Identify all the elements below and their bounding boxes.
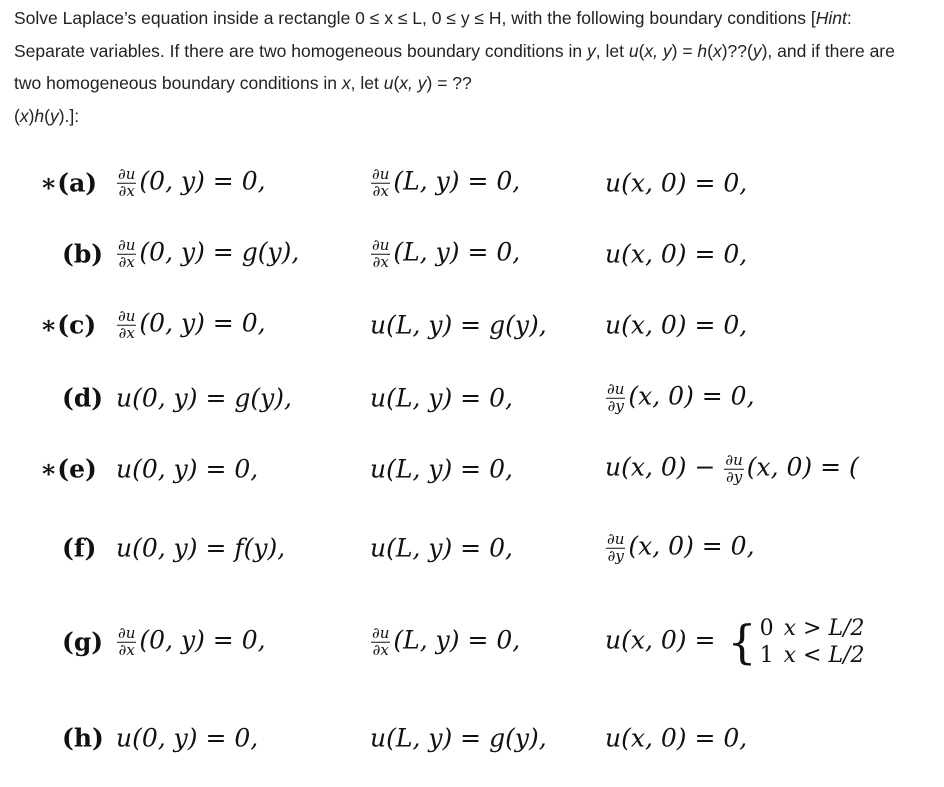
- condition-xL: [370, 164, 521, 200]
- condition-y0-prefix: u(x, 0) −: [605, 452, 724, 482]
- partial-derivative-fraction: [606, 379, 625, 415]
- fraction-numerator: ∂u: [372, 623, 390, 642]
- condition-x0: [116, 623, 266, 659]
- condition-x0-text: u(0, y) = 0,: [116, 723, 259, 753]
- condition-xL-text: u(L, y) = g(y),: [370, 723, 547, 753]
- condition-xL: [370, 623, 521, 659]
- intro-text-3: , let: [595, 40, 629, 61]
- problem-label: [40, 454, 97, 484]
- problem-label-text: (d): [62, 383, 104, 413]
- partial-derivative-fraction: [371, 623, 390, 659]
- var-u: u: [383, 73, 394, 93]
- fraction-denominator: ∂y: [607, 396, 624, 415]
- fraction-numerator: ∂u: [372, 164, 390, 183]
- condition-x0-rest: (0, y) = 0,: [139, 308, 266, 338]
- partial-derivative-fraction: [371, 235, 390, 271]
- condition-y0-text: u(x, 0) = 0,: [605, 239, 748, 269]
- condition-xL-text: u(L, y) = 0,: [370, 533, 513, 563]
- var-xy: x, y: [399, 73, 427, 93]
- var-x: x: [712, 40, 722, 61]
- fraction-numerator: ∂u: [607, 379, 625, 398]
- condition-y0: [605, 239, 748, 269]
- intro-text-1: Solve Laplace’s equation inside a rectangle 0 ≤ x ≤ L, 0 ≤ y ≤ H, with the following boundary conditions [: [14, 8, 816, 28]
- fraction-numerator: ∂u: [118, 306, 136, 325]
- condition-xL: [370, 533, 513, 563]
- var-x: x: [19, 105, 29, 126]
- intro-text-15: ).]:: [58, 105, 80, 126]
- condition-y0: [605, 450, 859, 486]
- piecewise-case: [760, 642, 865, 669]
- condition-y0: [605, 168, 748, 198]
- condition-x0: [116, 454, 259, 484]
- condition-y0-text: u(x, 0) = 0,: [605, 310, 748, 340]
- condition-y0: [605, 310, 748, 340]
- fraction-denominator: ∂y: [725, 467, 743, 486]
- var-x: x: [341, 73, 351, 93]
- intro-text-11: ) = ??: [426, 73, 472, 93]
- fraction-denominator: ∂x: [118, 640, 135, 659]
- condition-y0: [605, 723, 748, 753]
- condition-y0: [605, 615, 865, 669]
- intro-text-2: : Separate variables. If there are two homogeneous boundary conditions in: [14, 8, 852, 61]
- partial-derivative-fraction: [117, 306, 136, 342]
- partial-derivative-fraction: [371, 164, 390, 200]
- condition-y0-text: u(x, 0) = 0,: [605, 723, 748, 753]
- fraction-denominator: ∂x: [118, 323, 135, 342]
- condition-y0-text: u(x, 0) = 0,: [605, 168, 748, 198]
- intro-text-12: (: [14, 105, 20, 126]
- condition-y0-rest: (x, 0) = 0,: [628, 381, 755, 411]
- var-y: y: [752, 40, 762, 61]
- fraction-denominator: ∂y: [607, 546, 624, 565]
- problem-label-text: ∗(a): [40, 168, 98, 198]
- partial-derivative-fraction: [606, 529, 625, 565]
- fraction-denominator: ∂x: [118, 252, 135, 271]
- piecewise-definition: [727, 615, 864, 669]
- partial-derivative-fraction: [724, 450, 743, 486]
- problem-label-text: (f): [62, 533, 97, 563]
- condition-x0: [116, 306, 266, 342]
- condition-y0: [605, 379, 755, 415]
- fraction-denominator: ∂x: [372, 181, 389, 200]
- condition-xL: [370, 723, 547, 753]
- fraction-numerator: ∂u: [725, 450, 743, 469]
- problem-label: [40, 310, 97, 340]
- condition-x0: [116, 533, 286, 563]
- condition-x0-rest: (0, y) = 0,: [139, 166, 266, 196]
- problem-label: [62, 239, 104, 269]
- hint-label: Hint: [815, 8, 847, 28]
- condition-xL-text: u(L, y) = g(y),: [370, 310, 547, 340]
- condition-y0-rest: (x, 0) = 0,: [628, 531, 755, 561]
- var-u: u: [628, 40, 639, 61]
- condition-x0-rest: (0, y) = g(y),: [139, 237, 300, 267]
- problem-label-text: (h): [62, 723, 104, 753]
- partial-derivative-fraction: [117, 623, 136, 659]
- condition-x0-text: u(0, y) = 0,: [116, 454, 259, 484]
- var-h: h: [34, 105, 45, 126]
- problem-label: [62, 533, 97, 563]
- condition-y0-prefix: u(x, 0) =: [605, 625, 724, 655]
- condition-xL-rest: (L, y) = 0,: [393, 237, 521, 267]
- fraction-numerator: ∂u: [607, 529, 625, 548]
- case-condition: x > L/2: [783, 616, 865, 641]
- intro-text-4: (: [638, 40, 645, 61]
- problem-label-text: (g): [62, 627, 104, 657]
- intro-text-9: , let: [350, 73, 384, 93]
- fraction-denominator: ∂x: [118, 181, 135, 200]
- problem-label: [62, 383, 104, 413]
- intro-text-14: (: [44, 105, 50, 126]
- fraction-numerator: ∂u: [118, 164, 136, 183]
- problem-label: [40, 168, 98, 198]
- condition-xL-rest: (L, y) = 0,: [393, 625, 521, 655]
- intro-text-7: )??(: [721, 40, 753, 61]
- condition-xL: [370, 454, 513, 484]
- piecewise-cases: [760, 615, 865, 669]
- intro-text-10: (: [393, 73, 400, 93]
- partial-derivative-fraction: [117, 164, 136, 200]
- condition-xL: [370, 235, 521, 271]
- problem-label: [62, 627, 104, 657]
- var-y: y: [587, 40, 596, 61]
- condition-x0: [116, 723, 259, 753]
- condition-x0-text: u(0, y) = g(y),: [116, 383, 292, 413]
- condition-xL: [370, 310, 547, 340]
- condition-y0-rest: (x, 0) = (: [746, 452, 859, 482]
- fraction-numerator: ∂u: [118, 235, 136, 254]
- piecewise-case: [760, 615, 865, 642]
- intro-text-8: ), and if there are two homogeneous boundary conditions in: [14, 40, 895, 93]
- left-brace: {: [727, 615, 757, 669]
- fraction-denominator: ∂x: [372, 640, 389, 659]
- case-value: 1: [759, 643, 774, 668]
- var-xy: x, y: [644, 40, 672, 61]
- intro-text-13: ): [28, 105, 35, 126]
- problem-label-text: (b): [62, 239, 104, 269]
- condition-x0: [116, 164, 266, 200]
- case-value: 0: [759, 616, 774, 641]
- condition-x0: [116, 235, 300, 271]
- condition-y0: [605, 529, 755, 565]
- condition-x0-text: u(0, y) = f(y),: [116, 533, 286, 563]
- partial-derivative-fraction: [117, 235, 136, 271]
- condition-xL-text: u(L, y) = 0,: [370, 383, 513, 413]
- problem-label: [62, 723, 104, 753]
- condition-xL-rest: (L, y) = 0,: [393, 166, 521, 196]
- condition-x0-rest: (0, y) = 0,: [139, 625, 266, 655]
- condition-xL-text: u(L, y) = 0,: [370, 454, 513, 484]
- var-y: y: [49, 105, 59, 126]
- fraction-numerator: ∂u: [372, 235, 390, 254]
- fraction-numerator: ∂u: [118, 623, 136, 642]
- problem-label-text: ∗(c): [40, 310, 97, 340]
- var-h: h: [697, 40, 708, 61]
- fraction-denominator: ∂x: [372, 252, 389, 271]
- intro-text-6: (: [707, 40, 713, 61]
- case-condition: x < L/2: [783, 643, 865, 668]
- condition-x0: [116, 383, 292, 413]
- intro-text-5: ) =: [671, 40, 698, 61]
- condition-xL: [370, 383, 513, 413]
- problem-label-text: ∗(e): [40, 454, 97, 484]
